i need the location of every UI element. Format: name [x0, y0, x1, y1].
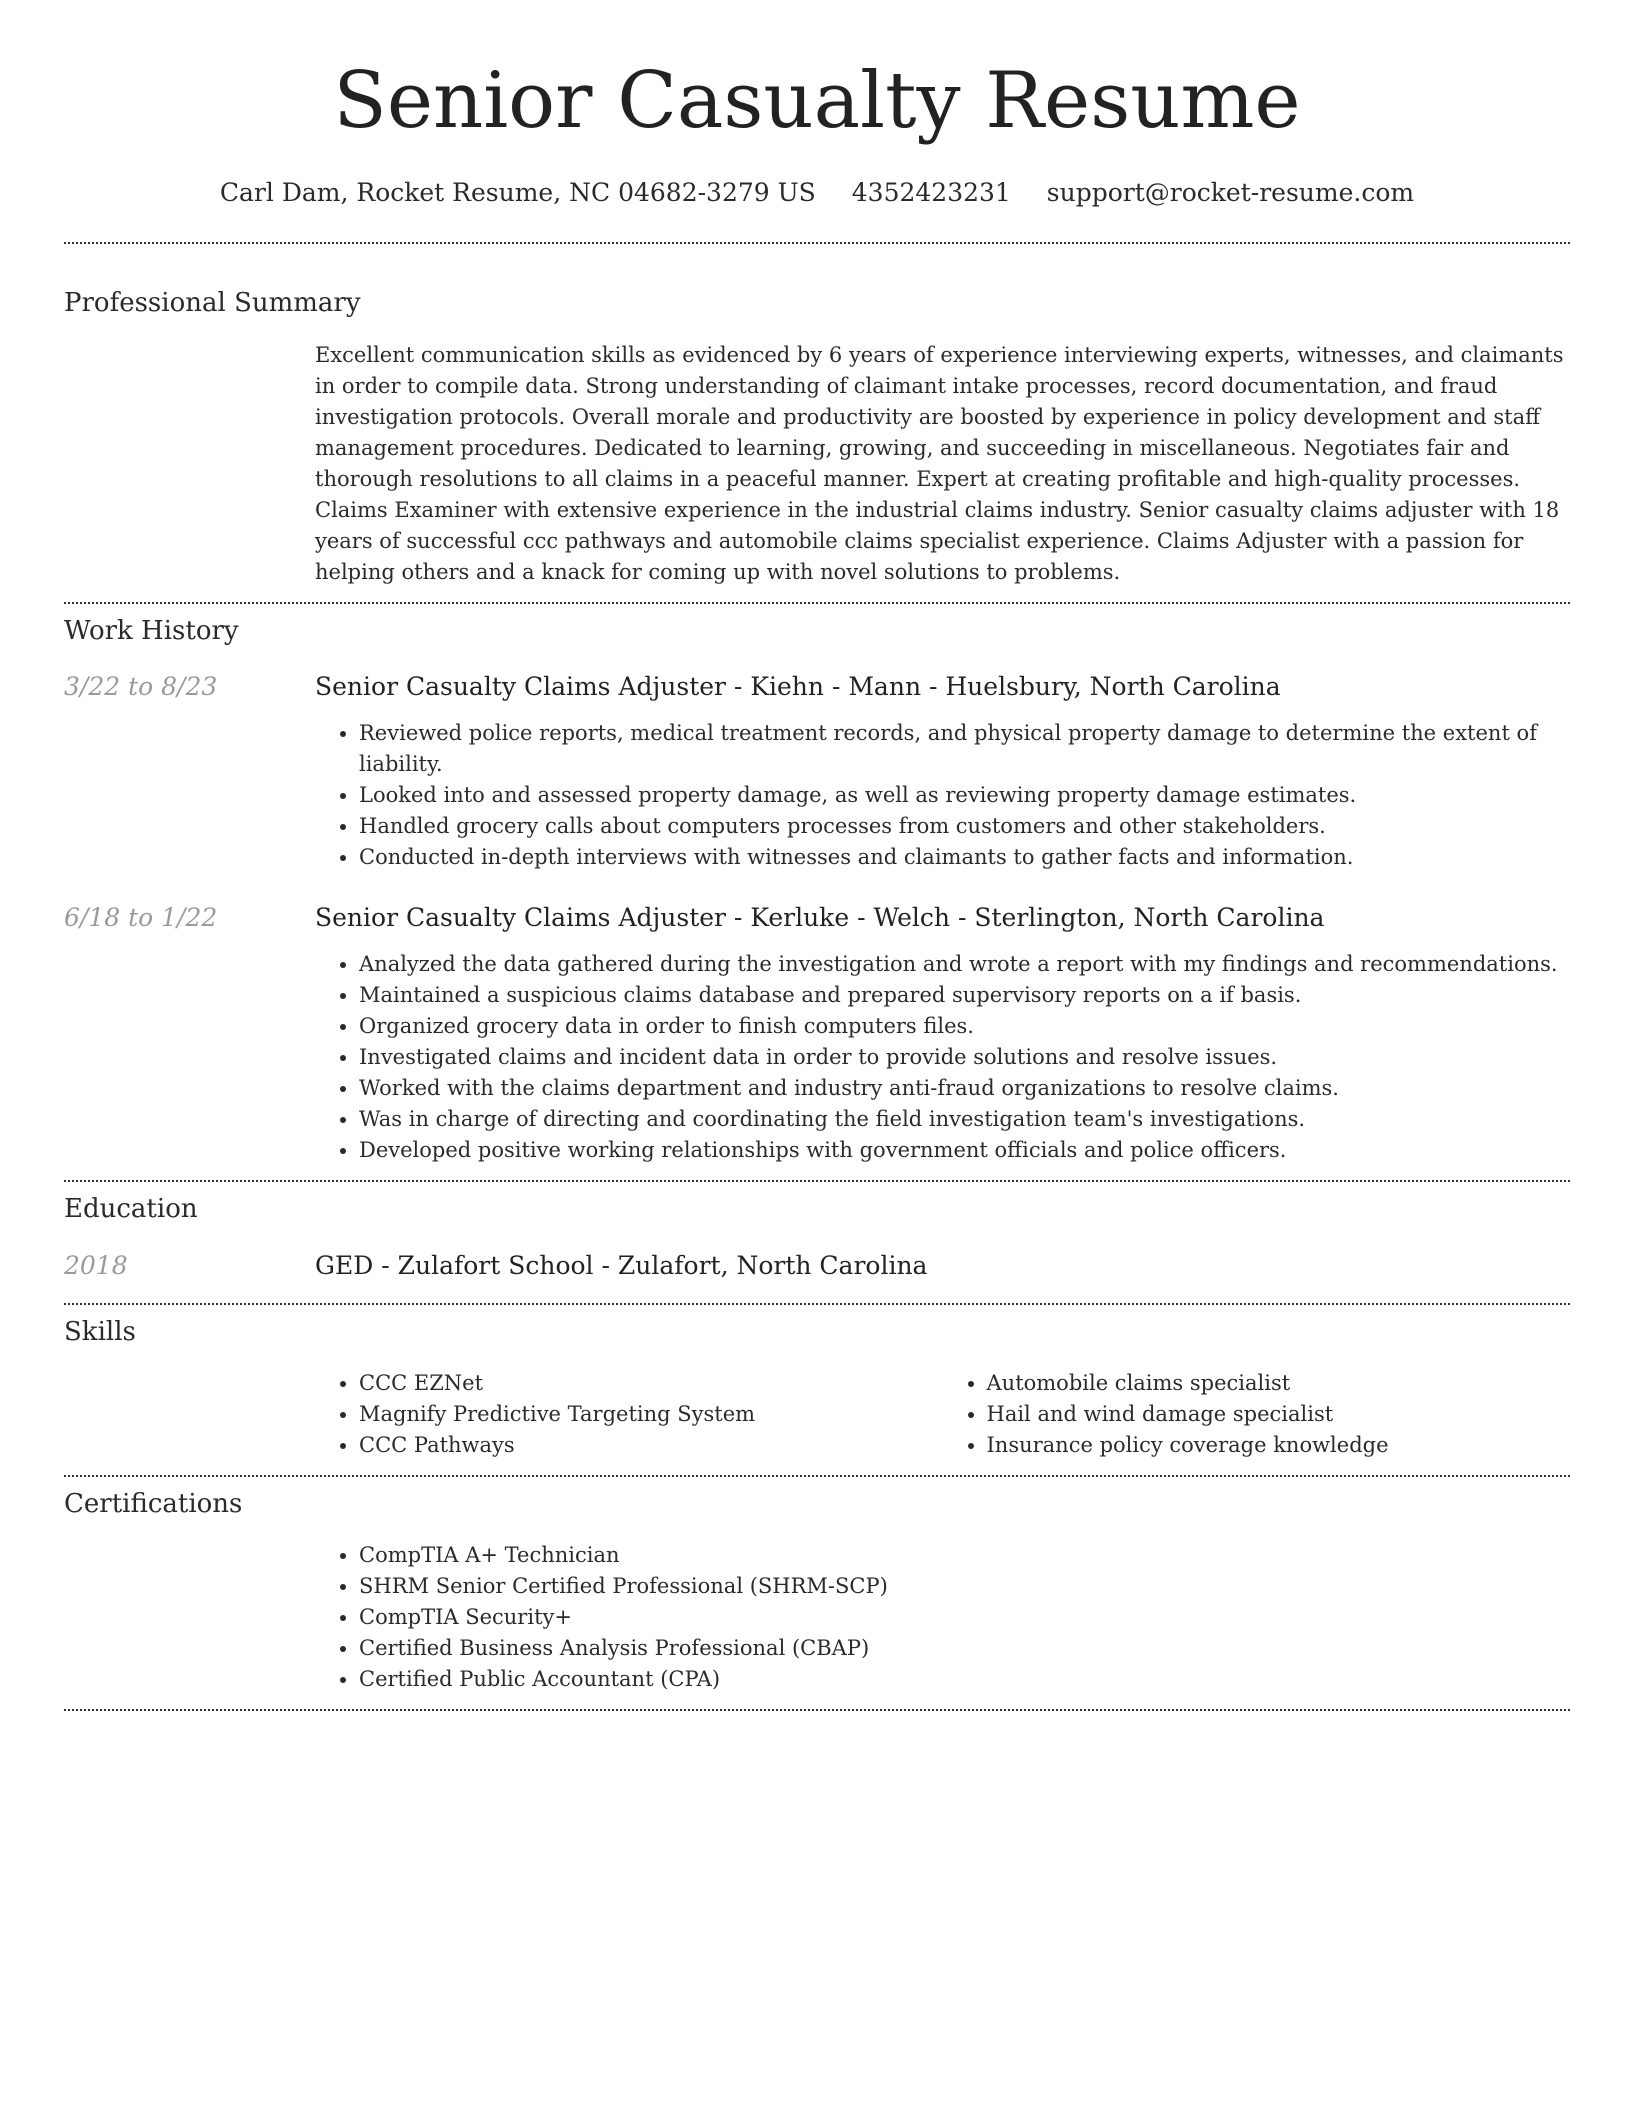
resume-page [64, 0, 1570, 1711]
resume-title: Senior Casualty Resume [333, 56, 1301, 146]
contact-email: support@rocket-resume.com [1046, 178, 1415, 207]
list-item: • Certified Business Analysis Professional (CBAP) [359, 1633, 1570, 1664]
list-item: • Handled grocery calls about computers processes from customers and other stakeholders. [359, 811, 1570, 842]
divider [64, 602, 1570, 604]
list-item: • Reviewed police reports, medical treatment records, and physical property damage to determine the extent of liability. [359, 718, 1570, 780]
divider [64, 1475, 1570, 1477]
certifications-list [315, 1540, 1570, 1695]
job-entry [64, 672, 1570, 873]
list-item: • SHRM Senior Certified Professional (SHRM-SCP) [359, 1571, 1570, 1602]
divider [64, 1303, 1570, 1305]
divider [64, 1709, 1570, 1711]
divider [64, 242, 1570, 244]
list-item: • Organized grocery data in order to finish computers files. [359, 1011, 1570, 1042]
job-entry [64, 903, 1570, 1166]
summary-section [64, 288, 1570, 588]
skills-section [64, 1317, 1570, 1461]
list-item: • Insurance policy coverage knowledge [987, 1430, 1571, 1461]
education-title: GED - Zulafort School - Zulafort, North Carolina [315, 1250, 928, 1280]
education-entry [64, 1251, 1570, 1281]
job-dates: 6/18 to 1/22 [64, 903, 218, 933]
list-item: • CCC EZNet [359, 1368, 943, 1399]
job-title: Senior Casualty Claims Adjuster - Kerluke - Welch - Sterlington, North Carolina [315, 903, 1325, 933]
list-item: • Was in charge of directing and coordinating the field investigation team's investigations. [359, 1104, 1570, 1135]
list-item: • Magnify Predictive Targeting System [359, 1399, 943, 1430]
list-item: • CompTIA A+ Technician [359, 1540, 1570, 1571]
list-item: • Developed positive working relationships with government officials and police officers. [359, 1135, 1570, 1166]
job-dates: 3/22 to 8/23 [64, 672, 218, 702]
contact-phone: 4352423231 [851, 178, 1011, 207]
list-item: • Analyzed the data gathered during the investigation and wrote a report with my findings and recommendations. [359, 949, 1570, 980]
education-year: 2018 [64, 1250, 128, 1280]
job-title: Senior Casualty Claims Adjuster - Kiehn - Mann - Huelsbury, North Carolina [315, 672, 1281, 702]
skills-list-left [315, 1368, 943, 1461]
list-item: • Certified Public Accountant (CPA) [359, 1664, 1570, 1695]
work-history-section [64, 616, 1570, 1166]
divider [64, 1180, 1570, 1182]
list-item: • CCC Pathways [359, 1430, 943, 1461]
list-item: • Looked into and assessed property damage, as well as reviewing property damage estimates. [359, 780, 1570, 811]
job-bullets [315, 949, 1570, 1166]
summary-heading: Professional Summary [64, 288, 361, 318]
certifications-section [64, 1489, 1570, 1695]
list-item: • Conducted in-depth interviews with witnesses and claimants to gather facts and information. [359, 842, 1570, 873]
summary-text: Excellent communication skills as evidenced by 6 years of experience interviewing experts, witnesses, and claimants in order to compile data. Strong understanding of claimant intake processes, record documentation, and fraud investigation protocols. Overall morale and productivity are boosted by experience in policy development and staff management procedures. Dedicated to learning, growing, and succeeding in miscellaneous. Negotiates fair and thorough resolutions to all claims in a peaceful manner. Expert at creating profitable and high-quality processes. Claims Examiner with extensive experience in the industrial claims industry. Senior casualty claims adjuster with 18 years of successful ccc pathways and automobile claims specialist experience. Claims Adjuster with a passion for helping others and a knack for coming up with novel solutions to problems. [315, 343, 1564, 585]
skills-heading: Skills [64, 1316, 136, 1347]
education-heading: Education [64, 1194, 198, 1225]
contact-address: Carl Dam, Rocket Resume, NC 04682-3279 US [219, 178, 816, 207]
list-item: • Investigated claims and incident data in order to provide solutions and resolve issues. [359, 1042, 1570, 1073]
contact-line [64, 178, 1570, 208]
work-history-heading: Work History [64, 616, 239, 647]
list-item: • Hail and wind damage specialist [987, 1399, 1571, 1430]
list-item: • Maintained a suspicious claims database and prepared supervisory reports on a if basis. [359, 980, 1570, 1011]
skills-list-right [943, 1368, 1571, 1461]
list-item: • Automobile claims specialist [987, 1368, 1571, 1399]
education-section [64, 1194, 1570, 1280]
certifications-heading: Certifications [64, 1488, 243, 1519]
list-item: • CompTIA Security+ [359, 1602, 1570, 1633]
list-item: • Worked with the claims department and industry anti-fraud organizations to resolve claims. [359, 1073, 1570, 1104]
job-bullets [315, 718, 1570, 873]
